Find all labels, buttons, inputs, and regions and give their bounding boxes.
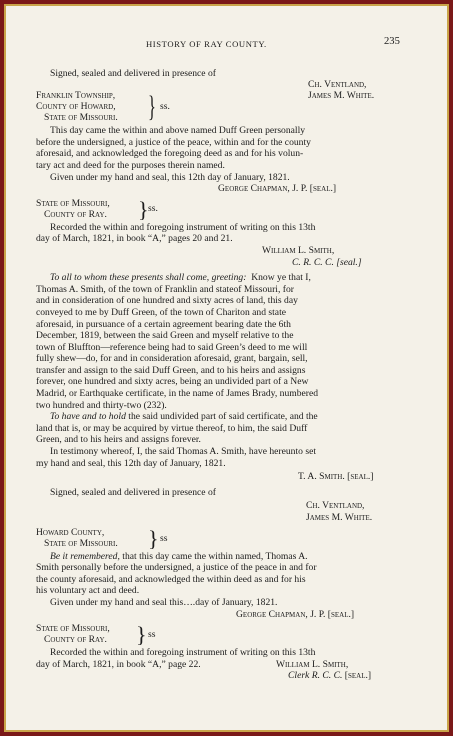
signature-2b-text: C. R. C. C. [seal.] — [292, 256, 362, 268]
venue4-line-2: County of Ray. — [44, 634, 107, 646]
venue2-line-2: County of Ray. — [44, 208, 107, 220]
para2-line-12: two hundred and thirty-two (232). — [36, 399, 167, 411]
recorded-2-line-1: Recorded the within and foregoing instrument of writing on this 13th — [50, 647, 316, 659]
witness-2b — [306, 512, 416, 524]
page-number: 235 — [384, 36, 400, 47]
recorded-2-line-2 — [36, 659, 416, 671]
signature-5a: William L. Smith, — [276, 658, 349, 670]
venue1-line-3: State of Missouri. — [44, 112, 118, 124]
venue-block-4 — [36, 623, 416, 647]
para3-lead: the said undivided part of said certificate, and the — [128, 411, 318, 423]
para1-line-1: This day came the within and above named Duff Green personally — [50, 125, 306, 137]
recorded-1-line-2: day of March, 1821, in book “A,” pages 20 and 21. — [36, 233, 233, 245]
venue1-ss: ss. — [160, 101, 170, 113]
para3-line-3: Green, and to his heirs and assigns forever. — [36, 434, 201, 446]
witness-2a — [306, 500, 416, 512]
para2-line-6: December, 1819, between the said Green and myself relative to the — [36, 330, 294, 342]
remembered-italic: Be it remembered, — [50, 550, 120, 562]
document-page — [36, 6, 416, 682]
venue-block-2 — [36, 198, 416, 222]
signature-5b-italic: Clerk R. C. C. — [288, 670, 343, 682]
running-title: HISTORY OF RAY COUNTY. — [146, 39, 267, 49]
running-head — [36, 6, 416, 49]
signature-4-text: George Chapman, J. P. [seal.] — [236, 608, 355, 620]
signature-4 — [236, 609, 416, 621]
brace-1: } — [148, 90, 156, 124]
para2-line-11: Madrid, or Earthquake certificate, in the name of James Brady, numbered — [36, 388, 319, 400]
venue-block-1 — [36, 90, 416, 125]
signature-3-text: T. A. Smith. [seal.] — [298, 471, 374, 483]
given-2: Given under my hand and seal this….day of January, 1821. — [50, 596, 278, 608]
para4-line-4: his voluntary act and deed. — [36, 585, 140, 597]
given-1: Given under my hand and seal, this 12th day of January, 1821. — [50, 171, 290, 183]
para2-lead: Know ye that I, — [251, 272, 311, 284]
brace-2: } — [138, 196, 149, 222]
para2-line-3: and in consideration of one hundred and sixty acres of land, this day — [36, 295, 298, 307]
signature-5b — [288, 670, 416, 682]
para1-line-4: tary act and deed for the purposes therein named. — [36, 159, 225, 171]
recorded-1-line-1: Recorded the within and foregoing instrument of writing on this 13th — [50, 221, 316, 233]
venue1-line-2: County of Howard, — [36, 101, 116, 113]
body-text — [36, 68, 416, 682]
para2-line-2: Thomas A. Smith, of the town of Franklin and stateof Missouri, for — [36, 283, 294, 295]
habendum-italic: To have and to hold — [50, 411, 126, 423]
greeting-italic: To all to whom these presents shall come, greeting: — [50, 272, 247, 284]
testimony-line-1: In testimony whereof, I, the said Thomas A. Smith, have hereunto set — [50, 446, 316, 458]
brace-3: } — [148, 525, 159, 551]
para2-line-7: town of Bluffton—reference being had to said Green’s deed to me will — [36, 341, 308, 353]
para4-line-1 — [36, 551, 416, 563]
para4-lead: that this day came the within named, Thomas A. — [122, 550, 308, 562]
para1-line-3: aforesaid, and acknowledged the foregoing deed as and for his volun- — [36, 148, 304, 160]
para3-line-1 — [36, 411, 416, 423]
para2-line-4: conveyed to me by Duff Green, of the town of Chariton and state — [36, 306, 286, 318]
signature-2a-text: William L. Smith, — [262, 244, 335, 256]
signature-1 — [218, 183, 416, 195]
witness-2b-text: James M. White. — [306, 512, 373, 523]
brace-4: } — [136, 622, 147, 648]
signed-line-1: Signed, sealed and delivered in presence of — [50, 68, 216, 79]
testimony-line-2: my hand and seal, this 12th day of January, 1821. — [36, 457, 226, 469]
para1-line-2: before the undersigned, a justice of the peace, within and for the county — [36, 136, 311, 148]
venue3-line-2: State of Missouri. — [44, 537, 118, 549]
para4-line-2: Smith personally before the undersigned, a justice of the peace in and for — [36, 562, 317, 574]
para2-line-8: fully shew—do, for and in consideration aforesaid, grant, bargain, sell, — [36, 353, 308, 365]
signature-5b-seal: [seal.] — [344, 670, 372, 682]
venue2-ss: ss. — [148, 202, 158, 214]
recorded-2-line-2-text: day of March, 1821, in book “A,” page 22. — [36, 658, 201, 670]
venue3-ss: ss — [160, 532, 168, 544]
venue4-ss: ss — [148, 629, 156, 641]
signature-2a — [262, 245, 416, 257]
witness-1a — [308, 79, 416, 91]
para2-line-10: forever, one hundred and sixty acres, being an undivided part of a New — [36, 376, 309, 388]
signed-line-2: Signed, sealed and delivered in presence of — [50, 486, 216, 498]
para2-line-5: aforesaid, in pursuance of a certain agreement bearing date the 6th — [36, 318, 291, 330]
venue4-line-1: State of Missouri, — [36, 623, 110, 635]
page-paper — [4, 4, 449, 732]
signature-2b — [292, 257, 416, 269]
para4-line-3: the county aforesaid, and acknowledged the within deed as and for his — [36, 573, 306, 585]
signature-1-text: George Chapman, J. P. [seal.] — [218, 183, 337, 195]
venue3-line-1: Howard County, — [36, 526, 105, 538]
venue-block-3 — [36, 527, 416, 551]
para3-line-2: land that is, or may be acquired by virtue thereof, to him, the said Duff — [36, 422, 308, 434]
witness-1a-text: Ch. Ventland, — [308, 78, 367, 90]
witness-2a-text: Ch. Ventland, — [306, 500, 365, 512]
venue1-line-1: Franklin Township, — [36, 90, 116, 102]
para2-line-9: transfer and assign to the said Duff Green, and to his heirs and assigns — [36, 364, 306, 376]
venue2-line-1: State of Missouri, — [36, 197, 110, 209]
signature-3 — [298, 471, 416, 483]
witness-1b: James M. White. — [308, 90, 375, 102]
para2-line-1 — [36, 272, 416, 284]
